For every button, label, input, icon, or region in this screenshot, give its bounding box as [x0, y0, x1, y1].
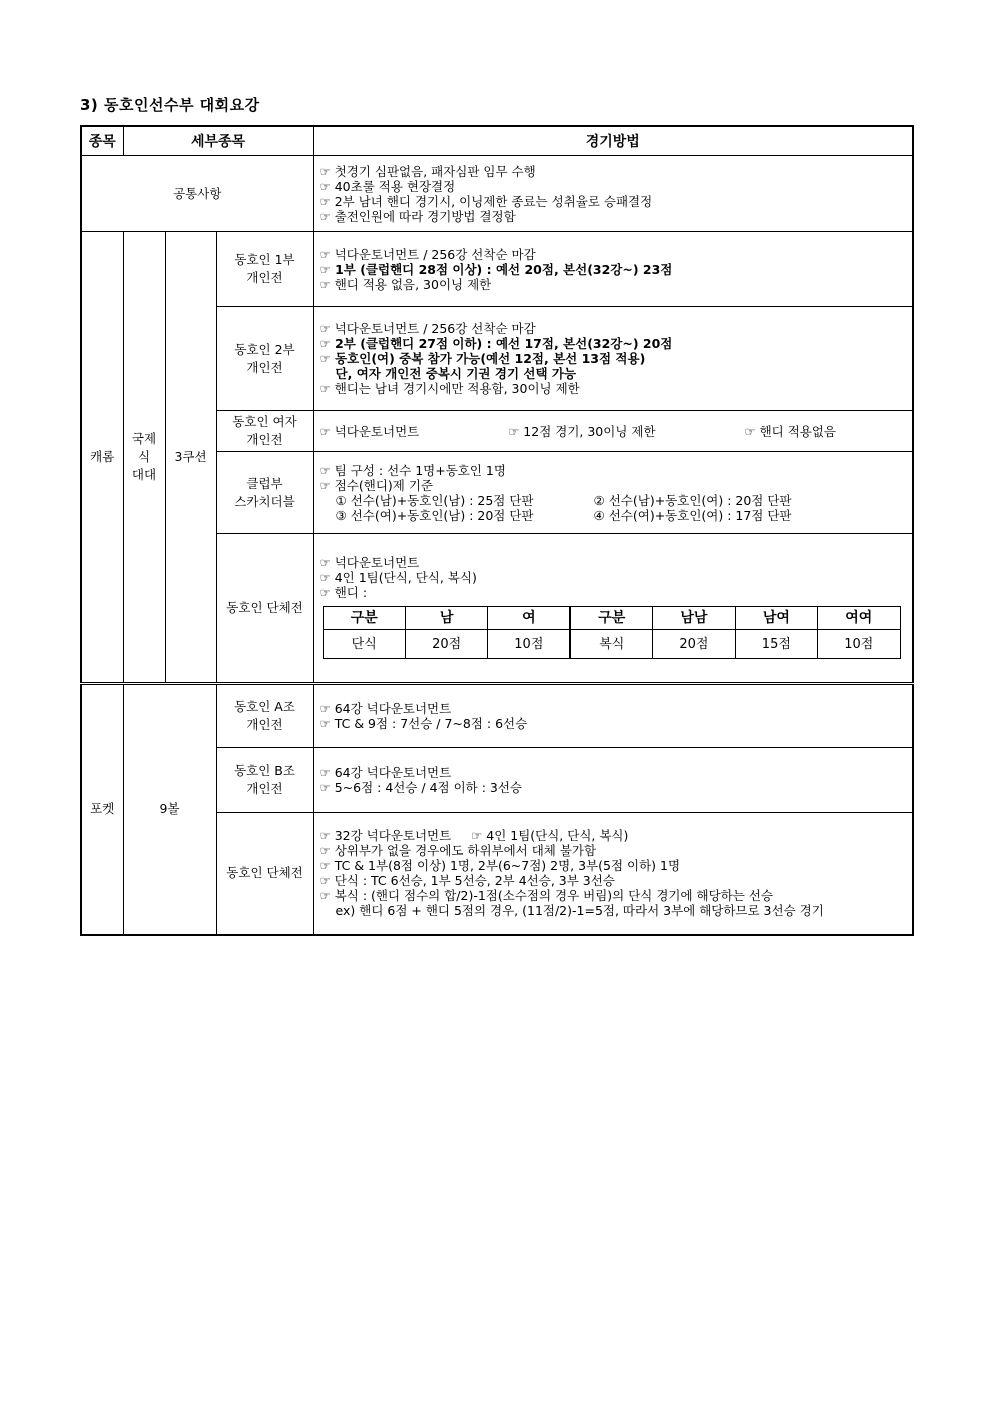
line: ☞ 복식 : (핸디 점수의 합/2)-1점(소수점의 경우 버림)의 단식 경기에 해당하는 선승	[319, 888, 773, 904]
header-row	[81, 126, 913, 156]
line: ☞ 넉다운토너먼트	[319, 423, 420, 439]
header-event: 종목	[81, 126, 123, 156]
handicap-cell: 단식	[323, 630, 405, 659]
handicap-cell: 20점	[653, 630, 735, 659]
common-row	[81, 156, 913, 232]
line: ex) 핸디 6점 + 핸디 5점의 경우, (11점/2)-1=5점, 따라서 3부에 해당하므로 3선승 경기	[335, 903, 824, 919]
line: 단, 여자 개인전 중복시 기권 경기 선택 가능	[335, 366, 577, 381]
carom-scotch-name: 클럽부 스카치더블	[216, 452, 313, 534]
common-label: 공통사항	[81, 156, 313, 232]
pocket-a-method	[313, 684, 913, 748]
pocket-b-name: 동호인 B조 개인전	[216, 748, 313, 813]
line: ☞ 핸디 적용없음	[744, 423, 836, 439]
carom-team-name: 동호인 단체전	[216, 534, 313, 684]
line: ☞ 64강 넉다운토너먼트	[319, 765, 452, 780]
carom-team-method	[313, 534, 913, 684]
pocket-b-method	[313, 748, 913, 813]
carom-d1-row	[81, 232, 913, 307]
line: ☞ 첫경기 심판없음, 패자심판 임무 수행	[319, 163, 536, 179]
line: ☞ 핸디는 남녀 경기시에만 적용함, 30이닝 제한	[319, 381, 580, 396]
pocket-team-name: 동호인 단체전	[216, 813, 313, 935]
handicap-header: 남남	[653, 607, 735, 630]
line: ☞ 단식 : TC 6선승, 1부 5선승, 2부 4선승, 3부 3선승	[319, 873, 615, 889]
carom-scotch-method	[313, 452, 913, 534]
handicap-cell: 10점	[818, 630, 900, 659]
handicap-header: 구분	[323, 607, 405, 630]
line: ☞ 2부 (클럽핸디 27점 이하) : 예선 17점, 본선(32강~) 20점	[319, 336, 673, 351]
line: ☞ 32강 넉다운토너먼트 ☞ 4인 1팀(단식, 단식, 복식)	[319, 828, 629, 844]
carom-d1-method	[313, 232, 913, 307]
line: ☞ 핸디 :	[319, 585, 368, 600]
handicap-header: 남	[405, 607, 487, 630]
rules-table	[80, 125, 914, 936]
line: ☞ 넉다운토너먼트 / 256강 선착순 마감	[319, 321, 536, 336]
line: ☞ 5~6점 : 4선승 / 4점 이하 : 3선승	[319, 780, 522, 795]
pocket-team-method	[313, 813, 913, 935]
carom-women-name: 동호인 여자 개인전	[216, 411, 313, 452]
handicap-header: 남여	[735, 607, 817, 630]
line: ☞ 팀 구성 : 선수 1명+동호인 1명	[319, 462, 506, 478]
carom-d2-method	[313, 307, 913, 411]
line: ☞ 점수(핸디)제 기준	[319, 477, 433, 493]
line: ☞ 64강 넉다운토너먼트	[319, 701, 452, 716]
handicap-header: 여	[488, 607, 570, 630]
handicap-header: 여여	[818, 607, 900, 630]
line: ④ 선수(여)+동호인(여) : 17점 단판	[593, 507, 792, 523]
section-title: 3) 동호인선수부 대회요강	[80, 96, 260, 114]
pocket-event: 포켓	[81, 684, 123, 935]
line: ☞ 1부 (클럽핸디 28점 이상) : 예선 20점, 본선(32강~) 23점	[319, 261, 673, 277]
handicap-cell: 10점	[488, 630, 570, 659]
handicap-header: 구분	[570, 607, 652, 630]
carom-event: 캐롬	[81, 232, 123, 684]
carom-d1-name: 동호인 1부 개인전	[216, 232, 313, 307]
line: ☞ 핸디 적용 없음, 30이닝 제한	[319, 276, 492, 292]
carom-game: 3쿠션	[165, 232, 216, 684]
line: ☞ 넉다운토너먼트 / 256강 선착순 마감	[319, 246, 536, 262]
handicap-cell: 15점	[735, 630, 817, 659]
pocket-game: 9볼	[123, 684, 216, 935]
line: ③ 선수(여)+동호인(남) : 20점 단판	[335, 507, 534, 523]
carom-d2-name: 동호인 2부 개인전	[216, 307, 313, 411]
line: ☞ 넉다운토너먼트	[319, 555, 420, 570]
line: ☞ 출전인원에 따라 경기방법 결정함	[319, 208, 516, 224]
line: ☞ 4인 1팀(단식, 단식, 복식)	[319, 570, 477, 585]
line: ☞ TC & 1부(8점 이상) 1명, 2부(6~7점) 2명, 3부(5점 이하) 1명	[319, 858, 681, 874]
header-detail: 세부종목	[123, 126, 313, 156]
header-method: 경기방법	[313, 126, 913, 156]
handicap-cell: 20점	[405, 630, 487, 659]
handicap-table	[323, 606, 901, 659]
handicap-cell: 복식	[570, 630, 652, 659]
line: ② 선수(남)+동호인(여) : 20점 단판	[593, 492, 792, 508]
pocket-a-row	[81, 684, 913, 748]
common-method	[313, 156, 913, 232]
carom-type: 국제 식 대대	[123, 232, 165, 684]
line: ☞ TC & 9점 : 7선승 / 7~8점 : 6선승	[319, 716, 528, 731]
line: ☞ 40초룰 적용 현장결정	[319, 178, 456, 194]
carom-women-method	[313, 411, 913, 452]
line: ① 선수(남)+동호인(남) : 25점 단판	[335, 492, 534, 508]
line: ☞ 동호인(여) 중복 참가 가능(예선 12점, 본선 13점 적용)	[319, 351, 646, 366]
pocket-a-name: 동호인 A조 개인전	[216, 684, 313, 748]
line: ☞ 상위부가 없을 경우에도 하위부에서 대체 불가함	[319, 843, 597, 859]
line: ☞ 12점 경기, 30이닝 제한	[508, 423, 656, 439]
line: ☞ 2부 남녀 핸디 경기시, 이닝제한 종료는 성취율로 승패결정	[319, 193, 653, 209]
